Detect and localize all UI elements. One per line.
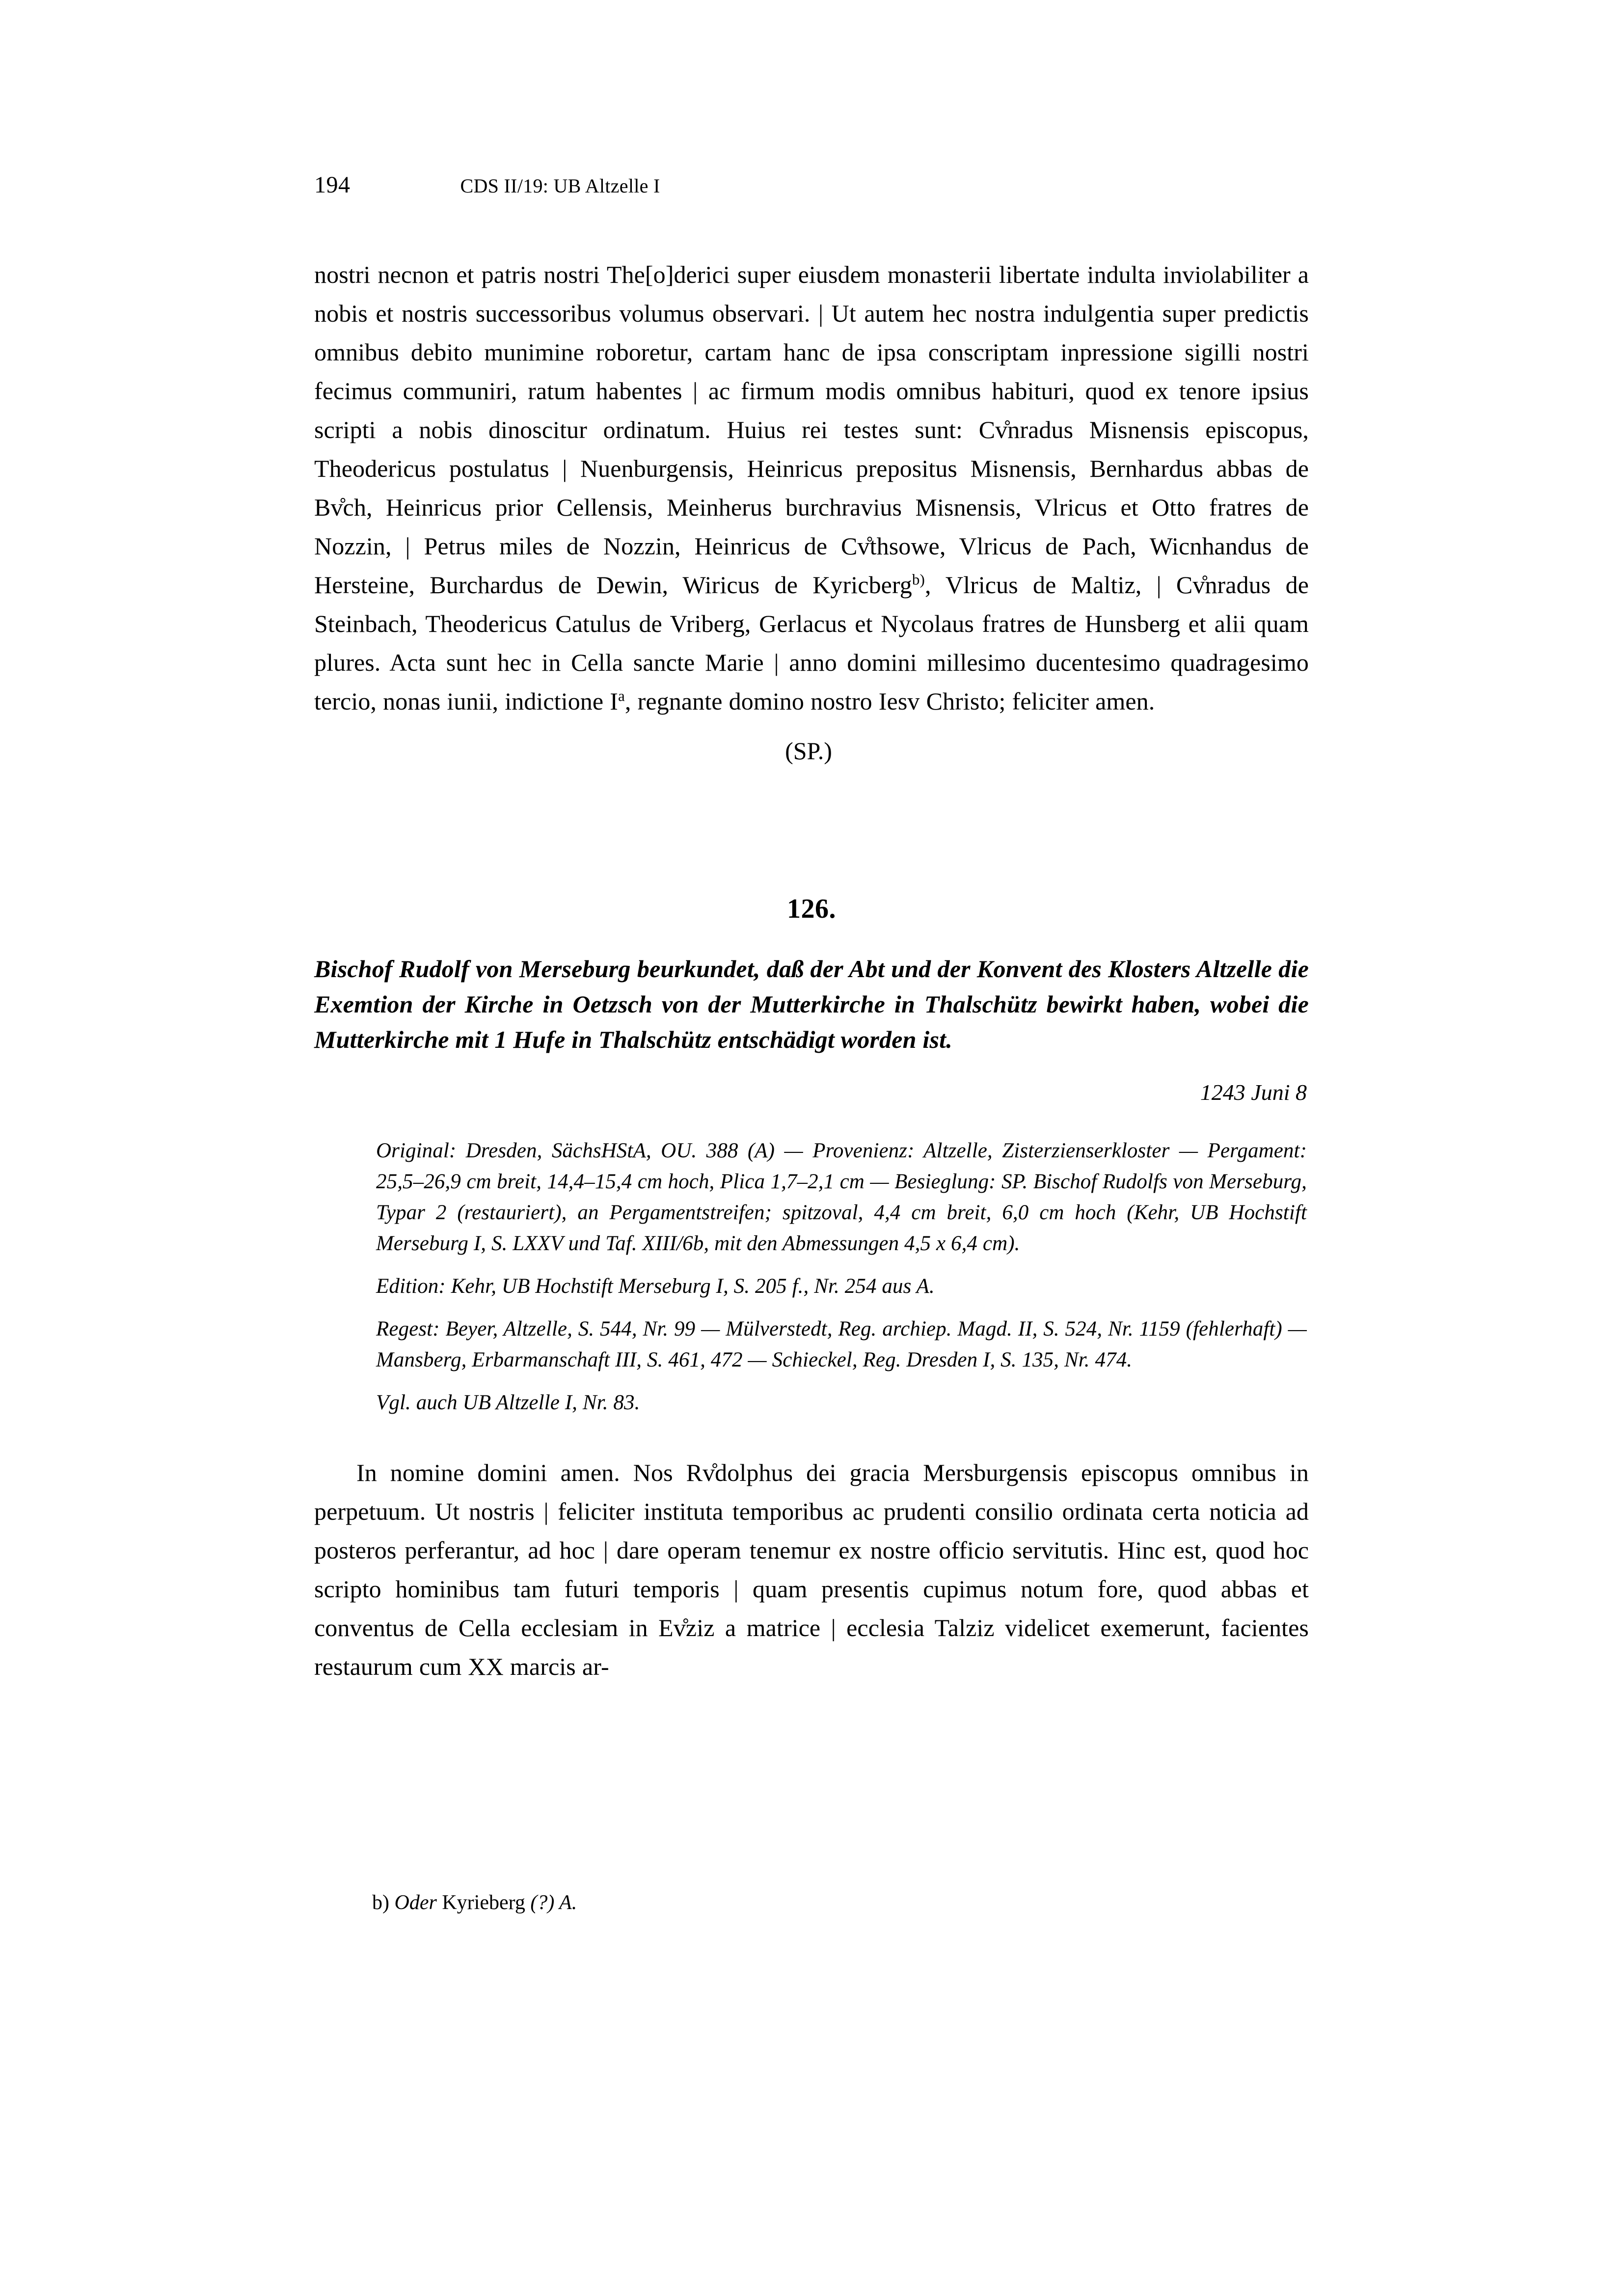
footnote-roman-word: Kyrieberg xyxy=(442,1891,525,1914)
footnote-reference-b: b) xyxy=(912,571,925,588)
seal-notation: (SP.) xyxy=(785,737,832,765)
charter-125-text-part-2: , Vlricus de Maltiz, | Cv̊nradus de Steinbach, Theodericus Catulus de Vriberg, Gerlacus et Nycolaus fratres de Hunsberg et alii quam plures. Acta sunt hec in Cella sancte Marie | anno domini millesimo ducentesimo quadragesimo tercio, nonas iunii, indictione I xyxy=(314,571,1309,715)
footnote-mark: b) xyxy=(372,1891,389,1914)
apparatus-vgl: Vgl. auch UB Altzelle I, Nr. 83. xyxy=(376,1391,640,1414)
charter-126-text: In nomine domini amen. Nos Rv̊dolphus dei gracia Mersburgensis episcopus omnibus in perpetuum. Ut nostris | feliciter instituta temporibus ac prudenti consilio ordinata certa noticia ad posteros perferantur, ad hoc | dare operam tenemur ex nostre officio servitutis. Hinc est, quod hoc scripto hominibus tam futuri temporis | quam presentis cupimus notum fore, quod abbas et conventus de Cella ecclesiam in Ev̊ziz a matrice | ecclesia Talziz videlicet exemerunt, facientes restaurum cum XX marcis ar- xyxy=(314,1458,1309,1680)
page-number: 194 xyxy=(314,172,351,198)
charter-number-heading: 126. xyxy=(787,894,836,924)
footnote-b xyxy=(372,1888,1305,1917)
running-head xyxy=(314,171,1308,199)
charter-125-text-part-1: nostri necnon et patris nostri The[o]derici super eiusdem monasterii libertate indulta inviolabiliter a nobis et nostris successoribus volumus observari. | Ut autem hec nostra indulgentia super predictis omnibus debito munimine roboretur, cartam hanc de ipsa conscriptam inpressione sigilli nostri fecimus communiri, ratum habentes | ac firmum modis omnibus habituri, quod ex tenore ipsius scripti a nobis dinoscitur ordinatum. Huius rei testes sunt: Cv̊nradus Misnensis episcopus, Theodericus postulatus | Nuenburgensis, Heinricus prepositus Misnensis, Bernhardus abbas de Bv̊ch, Heinricus prior Cellensis, Meinherus burchravius Misnensis, Vlricus et Otto fratres de Nozzin, | Petrus miles de Nozzin, Heinricus de Cv̊thsowe, Vlricus de Pach, Wicnhandus de Hersteine, Burchardus de Dewin, Wiricus de Kyricberg xyxy=(314,261,1309,599)
apparatus-regest: Regest: Beyer, Altzelle, S. 544, Nr. 99 — Mülverstedt, Reg. archiep. Magd. II, S. 524, Nr. 1159 (fehlerhaft) — Mansberg, Erbarmanschaft III, S. 461, 472 — Schieckel, Reg. Dresden I, S. 135, Nr. 474. xyxy=(376,1317,1307,1371)
apparatus-edition: Edition: Kehr, UB Hochstift Merseburg I, S. 205 f., Nr. 254 aus A. xyxy=(376,1274,935,1298)
charter-date: 1243 Juni 8 xyxy=(1200,1079,1307,1105)
charter-125-text-part-3: , regnante domino nostro Iesv Christo; feliciter amen. xyxy=(624,687,1155,715)
indiction-superscript: a xyxy=(618,687,625,705)
footnote-italic-lead: Oder xyxy=(394,1891,437,1914)
text-column xyxy=(314,255,1309,1686)
charter-regest-title: Bischof Rudolf von Merseburg beurkundet, daß der Abt und der Konvent des Klosters Altzelle die Exemtion der Kirche in Oetzsch von der Mutterkirche in Thalschütz bewirkt haben, wobei die Mutterkirche mit 1 Hufe in Thalschütz entschädigt worden ist. xyxy=(314,955,1309,1053)
running-head-title: CDS II/19: UB Altzelle I xyxy=(460,175,660,197)
charter-125-continuation-paragraph xyxy=(314,255,1309,721)
footnote-italic-tail: (?) A. xyxy=(530,1891,577,1914)
apparatus-original: Original: Dresden, SächsHStA, OU. 388 (A) — Provenienz: Altzelle, Zisterzienserkloster — Pergament: 25,5–26,9 cm breit, 14,4–15,4 cm hoch, Plica 1,7–2,1 cm — Besieglung: SP. Bischof Rudolfs von Merseburg, Typar 2 (restauriert), an Pergamentstreifen; spitzoval, 4,4 cm breit, 6,0 cm hoch (Kehr, UB Hochstift Merseburg I, S. LXXV und Taf. XIII/6b, mit den Abmessungen 4,5 x 6,4 cm). xyxy=(376,1139,1307,1255)
apparatus-block xyxy=(314,1106,1309,1418)
